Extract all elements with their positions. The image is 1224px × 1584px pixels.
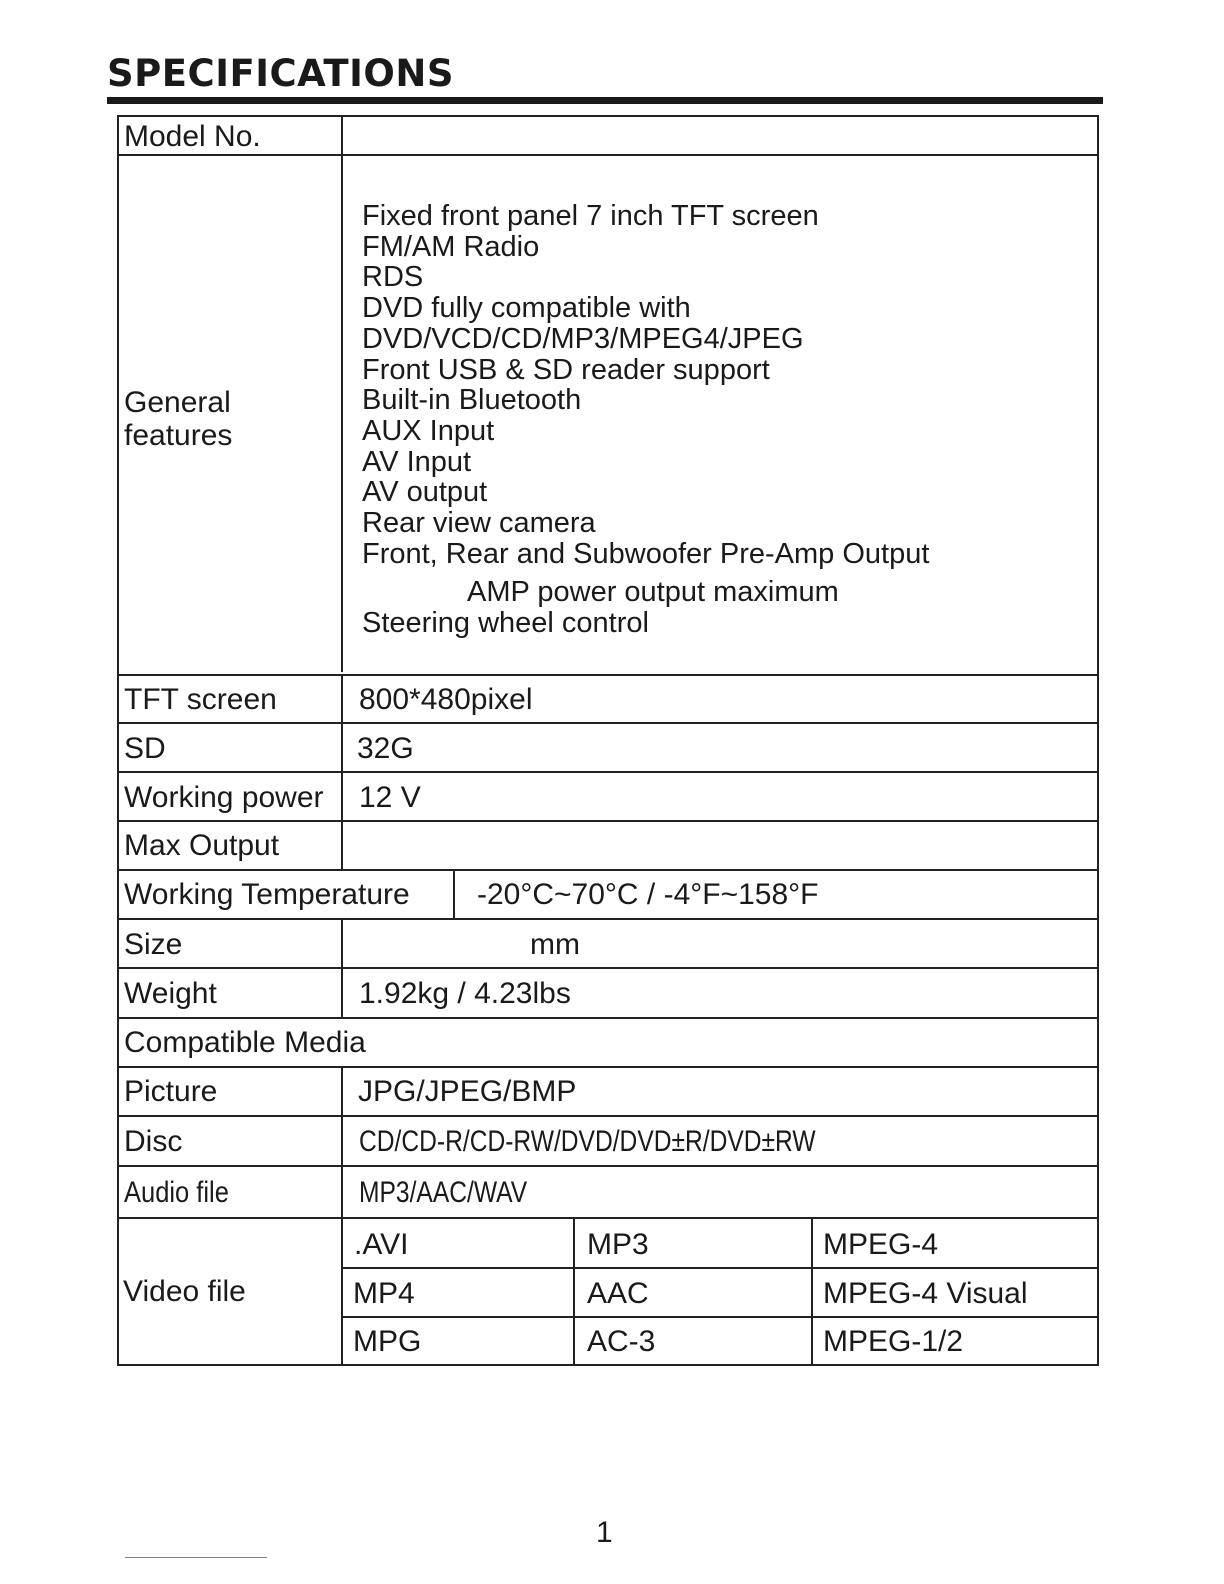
steering-feature: Steering wheel control [362, 607, 649, 639]
footer-line [125, 1557, 267, 1558]
page-title: SPECIFICATIONS [107, 52, 454, 95]
feature-item: Fixed front panel 7 inch TFT screen [362, 200, 819, 232]
feature-item: DVD/VCD/CD/MP3/MPEG4/JPEG [362, 322, 804, 355]
video-cell: MPEG-1/2 [823, 1325, 964, 1358]
weight-value: 1.92kg / 4.23lbs [359, 977, 571, 1010]
feature-item: FM/AM Radio [362, 230, 540, 263]
feature-item: Rear view camera [362, 507, 596, 540]
audio-value: MP3/AAC/WAV [359, 1176, 528, 1209]
audio-label: Audio file [124, 1176, 229, 1209]
feature-item: AV output [362, 476, 488, 509]
power-label: Working power [124, 781, 324, 814]
picture-value: JPG/JPEG/BMP [358, 1075, 577, 1108]
video-cell: MP4 [353, 1277, 415, 1310]
video-cell: MP3 [587, 1228, 649, 1261]
size-label: Size [124, 928, 183, 961]
temperature-value: -20°C~70°C / -4°F~158°F [477, 878, 819, 911]
feature-item: RDS [362, 261, 424, 294]
video-cell: AAC [587, 1277, 649, 1310]
feature-item: AUX Input [362, 414, 495, 447]
page-number: 1 [596, 1516, 613, 1549]
video-cell: MPEG-4 [823, 1228, 939, 1261]
video-cell: MPG [353, 1325, 422, 1358]
video-label: Video file [123, 1275, 246, 1308]
general-label-line2: features [124, 419, 233, 452]
max-output-label: Max Output [124, 829, 280, 862]
disc-value: CD/CD-R/CD-RW/DVD/DVD±R/DVD±RW [359, 1125, 816, 1158]
features-list [362, 201, 929, 569]
power-value: 12 V [359, 781, 421, 814]
amp-power-feature: AMP power output maximum [467, 576, 839, 608]
feature-item: Front, Rear and Subwoofer Pre-Amp Output [362, 537, 930, 570]
weight-label: Weight [124, 977, 217, 1010]
video-cell: AC-3 [587, 1325, 656, 1358]
general-label-line1: General [124, 386, 231, 419]
size-value: mm [530, 928, 580, 961]
video-cell: .AVI [354, 1228, 409, 1261]
compatible-media-label: Compatible Media [124, 1026, 366, 1059]
disc-label: Disc [124, 1125, 183, 1158]
model-label: Model No. [124, 120, 261, 153]
picture-label: Picture [124, 1075, 218, 1108]
feature-item: DVD fully compatible with [362, 292, 691, 325]
feature-item: Front USB & SD reader support [362, 353, 770, 386]
sd-value: 32G [357, 732, 414, 765]
tft-value: 800*480pixel [359, 683, 533, 716]
feature-item: AV Input [362, 445, 472, 478]
title-underline [107, 97, 1103, 104]
tft-label: TFT screen [124, 683, 277, 716]
sd-label: SD [124, 732, 166, 765]
feature-item: Built-in Bluetooth [362, 384, 582, 417]
temperature-label: Working Temperature [124, 878, 410, 911]
video-cell: MPEG-4 Visual [823, 1277, 1028, 1310]
